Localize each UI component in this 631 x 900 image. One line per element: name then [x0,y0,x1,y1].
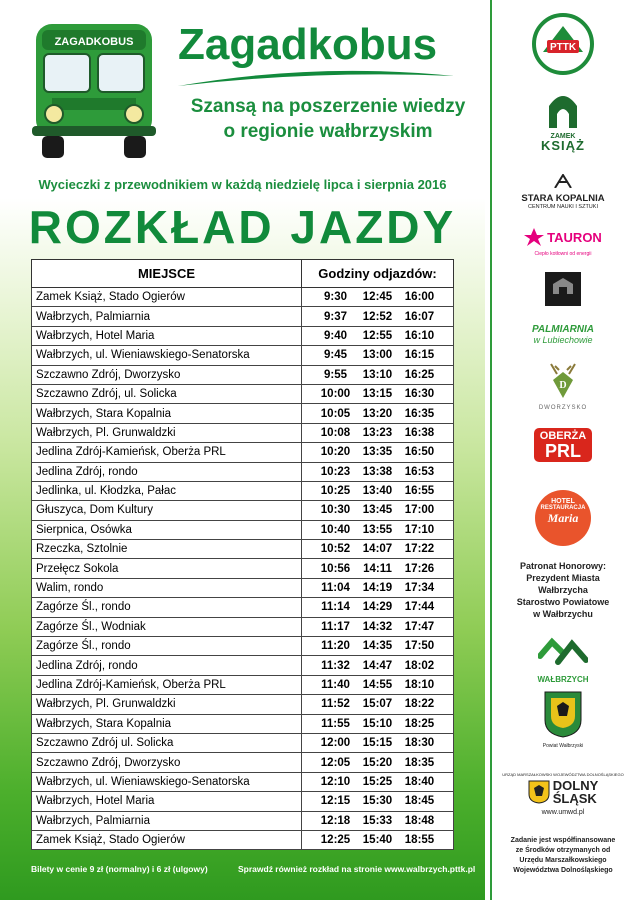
table-row [32,617,454,636]
departure-time: 9:45 [323,349,348,362]
walbrzych-mountains-icon [538,636,588,670]
stop-name: Jedlina Zdrój, rondo [32,462,302,481]
table-row [32,384,454,403]
table-row [32,772,454,791]
tauron-text: TAURON [547,229,602,245]
maria-rest-text: RESTAURACJA [540,505,586,511]
palmiarnia-logo [495,324,631,345]
departure-time: 12:15 [320,795,351,808]
funding-line: Urzędu Marszałkowskiego [519,857,607,864]
departure-time: 14:35 [362,640,393,653]
table-row [32,578,454,597]
departure-time: 16:07 [404,310,435,323]
coat-of-arms-icon [543,690,583,738]
table-row [32,404,454,423]
departure-time: 16:30 [404,388,435,401]
patron-line: Prezydent Miasta [526,573,600,583]
poster-subtitle [178,94,478,144]
departure-time: 18:25 [404,717,435,730]
departure-time: 10:56 [320,562,351,575]
stop-name: Wałbrzych, Pl. Grunwaldzki [32,695,302,714]
sponsors-column [495,0,631,900]
table-row [32,365,454,384]
departure-time: 14:32 [362,620,393,633]
departure-time: 16:00 [404,291,435,304]
departure-times [302,792,454,811]
departure-time: 15:30 [362,795,393,808]
title-swoosh [176,66,456,90]
maria-name-text: Maria [547,511,579,525]
kopalnia-text: STARA KOPALNIA [521,193,605,204]
departure-time: 13:23 [362,426,393,439]
departure-time: 13:35 [362,446,393,459]
stop-name: Szczawno Zdrój ul. Solicka [32,733,302,752]
table-row [32,753,454,772]
stop-name: Wałbrzych, ul. Wieniawskiego-Senatorska [32,346,302,365]
schedule-body [32,288,454,850]
bus-illustration [32,14,160,164]
umwd-link: www.umwd.pl [541,809,585,816]
stop-name: Szczawno Zdrój, ul. Solicka [32,384,302,403]
departure-time: 17:50 [404,640,435,653]
table-row [32,656,454,675]
departure-time: 12:25 [320,834,351,847]
ksiaz-text: KSIĄŻ [541,138,585,153]
table-row [32,346,454,365]
stop-name: Zamek Książ, Stado Ogierów [32,288,302,307]
departure-time: 18:10 [404,679,435,691]
patron-line: Starostwo Powiatowe [516,597,610,607]
powiat-text: Powiat Wałbrzyski [542,743,584,749]
funding-line: Zadanie jest współfinansowane [510,837,616,844]
table-row [32,423,454,442]
departure-time: 18:40 [404,775,435,788]
departure-time: 18:22 [404,698,435,711]
tours-info: Wycieczki z przewodnikiem w każdą niedzielę lipca i sierpnia 2016 [38,177,447,192]
departure-time: 10:52 [320,543,351,556]
patron-line: Wałbrzycha [538,585,588,595]
departure-time: 18:02 [404,659,435,672]
table-row [32,520,454,539]
stop-name: Wałbrzych, Hotel Maria [32,792,302,811]
dworzysko-text: DWORZYSKO [538,405,588,411]
departure-time: 15:40 [362,834,393,847]
pttk-emblem-icon [531,12,595,76]
funding-line: Województwa Dolnośląskiego [513,867,613,874]
vertical-divider [490,0,492,900]
table-row [32,811,454,830]
departure-time: 11:17 [321,620,350,633]
departure-time: 10:20 [320,446,351,459]
departure-time: 18:30 [404,737,435,750]
departure-time: 11:20 [321,640,350,653]
departure-time: 16:53 [404,465,435,478]
table-row [32,501,454,520]
stop-name: Wałbrzych, Palmiarnia [32,307,302,326]
prl-text: PRL [544,441,581,461]
tauron-star-icon [524,228,544,246]
departure-times [302,384,454,403]
departure-time: 12:55 [362,329,393,342]
departure-time: 9:37 [323,310,348,323]
departure-time: 15:10 [362,717,393,730]
ticket-prices: Bilety w cenie 9 zł (normalny) i 6 zł (ulgowy) [31,864,208,874]
departure-times [302,733,454,752]
subtitle-line-2: o regionie wałbrzyskim [223,121,433,142]
table-row [32,598,454,617]
departure-time: 13:40 [362,485,393,498]
departure-time: 15:25 [362,775,393,788]
departure-time: 16:50 [404,446,435,459]
departure-time: 15:33 [362,814,393,827]
departure-times [302,540,454,559]
departure-time: 12:45 [362,291,393,304]
stop-name: Zagórze Śl., rondo [32,598,302,617]
oberza-text: OBERŻA [539,430,587,442]
departure-time: 15:07 [362,698,393,711]
walbrzych-text: WAŁBRZYCH [537,675,589,684]
departure-time: 12:00 [320,737,351,750]
table-row [32,540,454,559]
departure-time: 14:11 [363,562,392,575]
departure-times [302,520,454,539]
stop-name: Rzeczka, Sztolnie [32,540,302,559]
table-row [32,326,454,345]
departure-time: 10:08 [320,426,351,439]
building-icon [545,272,581,306]
svg-text:D: D [559,380,567,391]
departure-time: 17:34 [404,582,435,595]
departure-time: 14:55 [362,679,393,691]
departure-time: 13:45 [362,504,393,517]
departure-time: 17:44 [404,601,435,614]
departure-time: 13:55 [362,523,393,536]
departure-time: 17:22 [404,543,435,556]
website-note: Sprawdź również rozkład na stronie www.walbrzych.pttk.pl [238,864,476,874]
departure-times [302,346,454,365]
departure-time: 18:45 [404,795,435,808]
departure-time: 12:10 [320,775,351,788]
departure-time: 14:47 [362,659,393,672]
walbrzych-logo [495,636,631,684]
departure-time: 17:00 [404,504,435,517]
departure-times [302,501,454,520]
departure-time: 14:29 [362,601,393,614]
departure-time: 9:55 [323,368,348,381]
table-row [32,443,454,462]
table-row [32,307,454,326]
stop-name: Szczawno Zdrój, Dworzysko [32,365,302,384]
eagle-shield-icon [528,780,550,804]
departure-times [302,326,454,345]
dolny-top-text: URZĄD MARSZAŁKOWSKI WOJEWÓDZTWA DOLNOŚLĄSKIEGO [502,772,624,777]
departure-time: 14:19 [362,582,393,595]
dolny-text: DOLNY [552,778,599,793]
palmiarnia-sub-text: w Lubiechowie [533,335,593,345]
departure-time: 10:23 [320,465,351,478]
castle-icon [543,90,583,128]
stop-name: Jedlina Zdrój-Kamieńsk, Oberża PRL [32,675,302,694]
departure-times [302,423,454,442]
pttk-logo [495,12,631,81]
departure-time: 16:35 [404,407,435,420]
powiat-logo [495,690,631,749]
departure-time: 16:15 [404,349,435,362]
departure-time: 18:55 [404,834,435,847]
departure-times [302,598,454,617]
stop-name: Zamek Książ, Stado Ogierów [32,830,302,849]
ksiaz-top-text: ZAMEK [550,133,576,140]
departure-time: 10:25 [320,485,351,498]
pttk-text: PTTK [549,42,577,53]
subtitle-line-1: Szansą na poszerzenie wiedzy [190,96,466,117]
departure-time: 12:18 [320,814,351,827]
departure-time: 16:38 [404,426,435,439]
ksiaz-logo [495,90,631,153]
departure-time: 12:52 [362,310,393,323]
departure-time: 9:30 [323,291,348,304]
departure-times [302,637,454,656]
stop-name: Jedlina Zdrój, rondo [32,656,302,675]
departure-time: 11:55 [321,717,350,730]
funding-note [495,836,631,876]
departure-times [302,365,454,384]
departure-time: 13:20 [362,407,393,420]
stop-name: Sierpnica, Osówka [32,520,302,539]
palmiarnia-text: PALMIARNIA [531,324,595,335]
table-row [32,481,454,500]
departure-time: 16:25 [404,368,435,381]
stop-name: Wałbrzych, Pl. Grunwaldzki [32,423,302,442]
table-row [32,288,454,307]
stop-name: Głuszyca, Dom Kultury [32,501,302,520]
funding-line: ze Środków otrzymanych od [515,847,611,854]
slask-text: ŚLĄSK [552,791,597,806]
departure-times [302,656,454,675]
honorary-patronage [495,560,631,620]
stara-kopalnia-logo [495,174,631,210]
hotel-maria-logo [495,490,631,546]
bus-sign: ZAGADKOBUS [54,36,134,48]
stop-name: Jedlina Zdrój-Kamieńsk, Oberża PRL [32,443,302,462]
departure-time: 14:07 [362,543,393,556]
departure-times [302,695,454,714]
stop-name: Jedlinka, ul. Kłodzka, Pałac [32,481,302,500]
departure-times [302,617,454,636]
table-row [32,792,454,811]
departure-time: 11:40 [321,679,350,691]
patron-line: Patronat Honorowy: [519,561,606,571]
departure-times [302,811,454,830]
departure-time: 10:30 [320,504,351,517]
departure-times [302,772,454,791]
departure-times [302,462,454,481]
stop-name: Przełęcz Sokola [32,559,302,578]
departure-time: 11:52 [321,698,350,711]
departure-time: 18:48 [404,814,435,827]
dark-square-logo [495,272,631,311]
departure-time: 16:10 [404,329,435,342]
departure-times [302,559,454,578]
tauron-sub-text: Ciepło kotłowni od energii [534,251,592,257]
mine-tower-icon [553,174,573,188]
departure-time: 10:40 [320,523,351,536]
patron-line: w Wałbrzychu [533,609,593,619]
departure-times [302,288,454,307]
departure-time: 17:10 [404,523,435,536]
departure-time: 13:38 [362,465,393,478]
table-row [32,559,454,578]
departure-time: 11:14 [321,601,350,614]
table-row [32,462,454,481]
tauron-logo [495,228,631,257]
stop-name: Wałbrzych, Hotel Maria [32,326,302,345]
departure-time: 17:47 [404,620,435,633]
poster-title: Zagadkobus [178,20,438,69]
departure-time: 13:00 [362,349,393,362]
schedule-header-row [32,260,454,288]
departure-times [302,714,454,733]
departure-time: 18:35 [404,756,435,769]
departure-times [302,307,454,326]
departure-times [302,443,454,462]
departure-time: 12:05 [320,756,351,769]
stop-name: Wałbrzych, ul. Wieniawskiego-Senatorska [32,772,302,791]
stop-name: Zagórze Śl., rondo [32,637,302,656]
departure-time: 16:55 [404,485,435,498]
table-row [32,637,454,656]
departure-time: 11:32 [321,659,350,672]
col-place-header: MIEJSCE [32,260,302,288]
table-row [32,675,454,694]
departure-time: 10:00 [320,388,351,401]
departure-time: 13:10 [362,368,393,381]
departure-time: 11:04 [321,582,350,595]
departure-time: 13:15 [362,388,393,401]
departure-time: 15:20 [362,756,393,769]
dolny-slask-logo [495,772,631,816]
departure-times [302,753,454,772]
table-row [32,733,454,752]
departure-time: 15:15 [362,737,393,750]
stop-name: Walim, rondo [32,578,302,597]
departure-times [302,830,454,849]
stop-name: Wałbrzych, Stara Kopalnia [32,714,302,733]
table-row [32,714,454,733]
dworzysko-logo [495,360,631,411]
kopalnia-sub-text: CENTRUM NAUKI I SZTUKI [528,204,598,210]
departure-time: 17:26 [404,562,435,575]
departure-times [302,481,454,500]
schedule-heading: ROZKŁAD JAZDY [28,201,457,253]
stop-name: Wałbrzych, Stara Kopalnia [32,404,302,423]
departure-time: 10:05 [320,407,351,420]
stop-name: Szczawno Zdrój, Dworzysko [32,753,302,772]
oberza-prl-logo [495,428,631,462]
departure-time: 9:40 [323,329,348,342]
deer-icon [543,360,583,400]
departure-times [302,675,454,694]
schedule-table [31,259,454,850]
departure-times [302,578,454,597]
stop-name: Wałbrzych, Palmiarnia [32,811,302,830]
departure-times [302,404,454,423]
table-row [32,695,454,714]
stop-name: Zagórze Śl., Wodniak [32,617,302,636]
maria-hotel-text: HOTEL [551,498,575,505]
col-times-header: Godziny odjazdów: [302,260,454,288]
table-row [32,830,454,849]
